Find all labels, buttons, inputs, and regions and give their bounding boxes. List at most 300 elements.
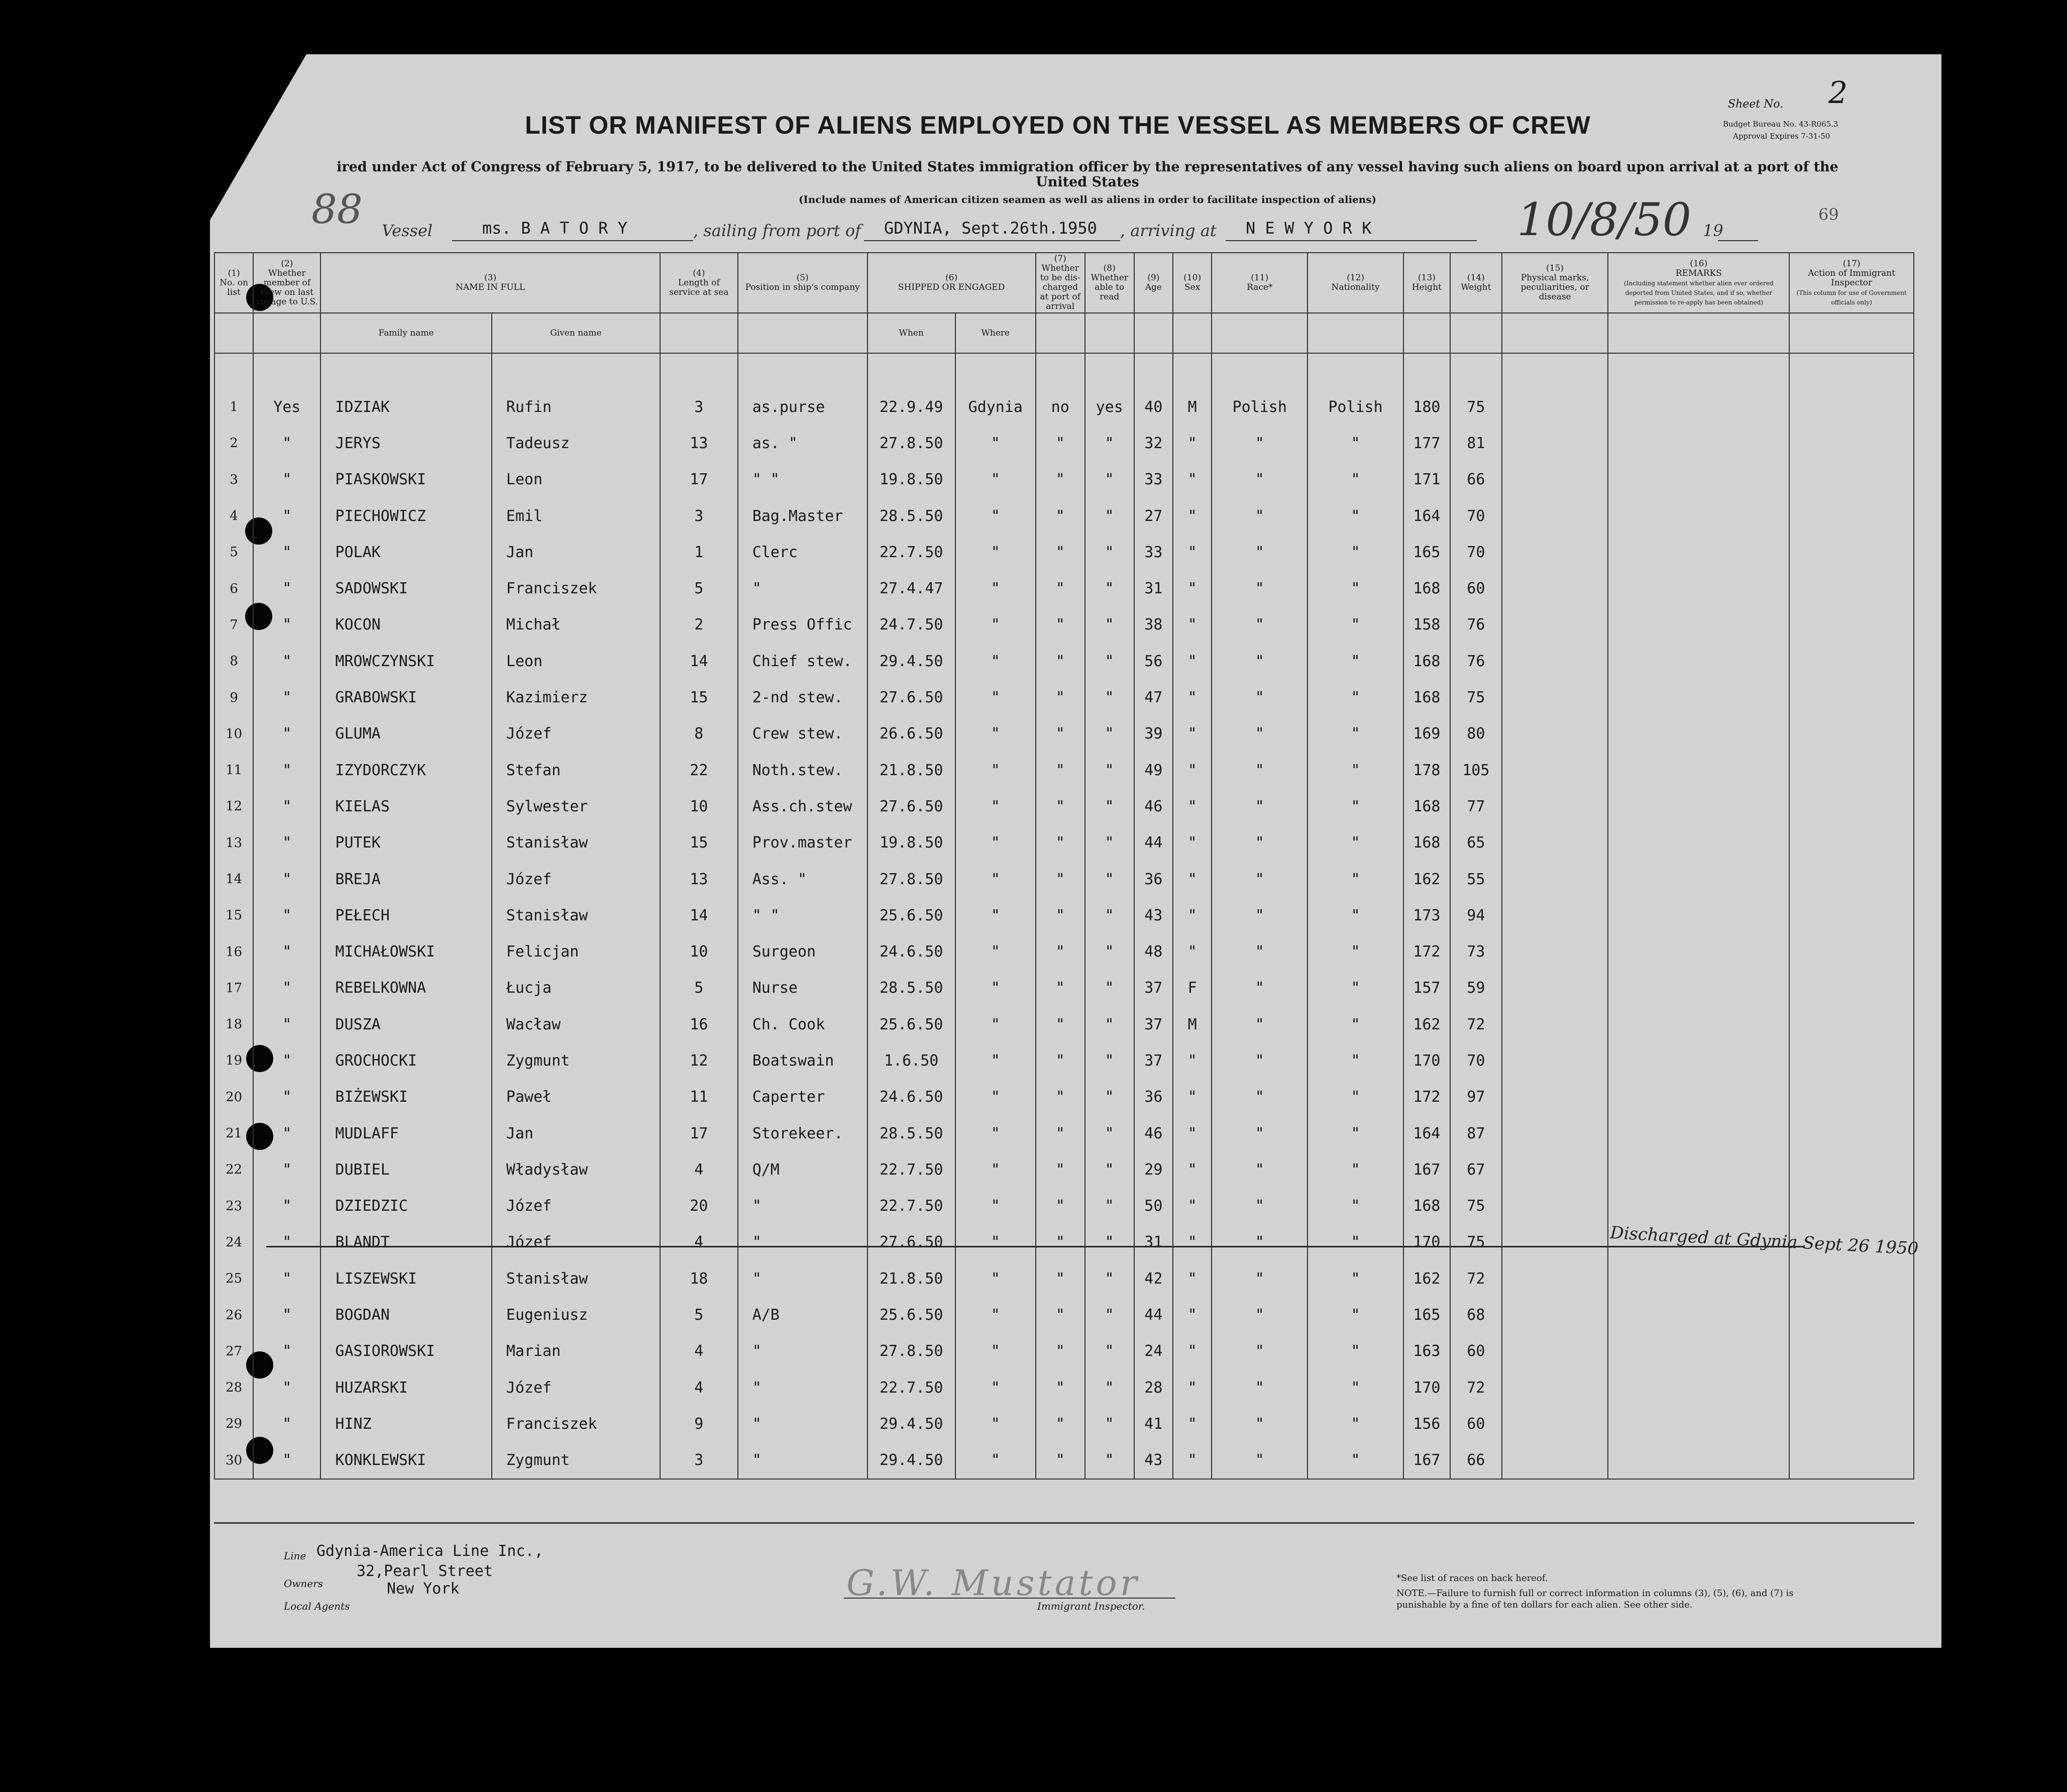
discharged-cell: " — [1036, 1151, 1085, 1188]
able-to-read-cell: " — [1085, 462, 1134, 498]
sex-cell: " — [1173, 1151, 1212, 1188]
nationality-cell: " — [1308, 1224, 1403, 1260]
physical-cell — [1502, 1369, 1608, 1406]
position-cell: " — [738, 1260, 867, 1297]
remarks-cell — [1608, 462, 1789, 498]
row-number-cell: 12 — [214, 788, 253, 824]
race-cell: " — [1212, 570, 1308, 606]
action-cell — [1789, 897, 1914, 933]
prev-voyage-cell: " — [253, 861, 320, 897]
race-cell: " — [1212, 1442, 1308, 1479]
physical-cell — [1502, 1151, 1608, 1188]
able-to-read-cell: " — [1085, 498, 1134, 534]
prev-voyage-cell: " — [253, 1151, 320, 1188]
able-to-read-cell: " — [1085, 1260, 1134, 1297]
col-shipped: (6) SHIPPED OR ENGAGED — [867, 253, 1036, 313]
height-cell: 168 — [1403, 570, 1450, 606]
shipped-when-cell: 19.8.50 — [867, 825, 955, 861]
nationality-cell: " — [1308, 970, 1403, 1006]
given-name-cell: Paweł — [492, 1079, 660, 1115]
physical-cell — [1502, 752, 1608, 788]
row-number-cell: 23 — [214, 1188, 253, 1224]
able-to-read-cell: " — [1085, 1333, 1134, 1369]
arriving-port: N E W Y O R K — [1246, 219, 1372, 238]
nationality-cell: " — [1308, 643, 1403, 679]
shipped-where-cell: " — [955, 1079, 1036, 1115]
family-name-cell: LISZEWSKI — [320, 1260, 491, 1297]
remarks-cell — [1608, 825, 1789, 861]
able-to-read-cell: " — [1085, 716, 1134, 752]
prev-voyage-cell: " — [253, 970, 320, 1006]
action-cell — [1789, 933, 1914, 970]
shipped-when-cell: 27.8.50 — [867, 861, 955, 897]
height-cell: 168 — [1403, 679, 1450, 715]
row-number-cell: 15 — [214, 897, 253, 933]
given-name-cell: Leon — [492, 462, 660, 498]
family-name-cell: MICHAŁOWSKI — [320, 933, 491, 970]
remarks-cell — [1608, 933, 1789, 970]
position-cell: " — [738, 1333, 867, 1369]
table-row — [214, 1042, 1914, 1079]
remarks-cell — [1608, 1042, 1789, 1079]
shipped-when-cell: 22.7.50 — [867, 1188, 955, 1224]
inspector-label: Immigrant Inspector. — [1037, 1600, 1145, 1612]
remarks-cell — [1608, 570, 1789, 606]
able-to-read-cell: yes — [1085, 389, 1134, 425]
arriving-label: , arriving at — [1120, 221, 1217, 240]
given-name-cell: Stanisław — [492, 825, 660, 861]
nationality-cell: " — [1308, 1006, 1403, 1042]
height-cell: 173 — [1403, 897, 1450, 933]
table-row — [214, 1188, 1914, 1224]
family-name-cell: IDZIAK — [320, 389, 491, 425]
age-cell: 28 — [1134, 1369, 1173, 1406]
shipped-when-cell: 22.7.50 — [867, 1369, 955, 1406]
remarks-cell — [1608, 607, 1789, 643]
service-length-cell: 10 — [660, 788, 738, 824]
weight-cell: 80 — [1450, 716, 1502, 752]
race-cell: " — [1212, 1260, 1308, 1297]
height-cell: 158 — [1403, 607, 1450, 643]
table-row — [214, 1297, 1914, 1333]
race-cell: " — [1212, 1188, 1308, 1224]
service-length-cell: 22 — [660, 752, 738, 788]
shipped-when-cell: 22.9.49 — [867, 389, 955, 425]
family-name-cell: BOGDAN — [320, 1297, 491, 1333]
action-cell — [1789, 679, 1914, 715]
row-number-cell: 27 — [214, 1333, 253, 1369]
remarks-cell — [1608, 498, 1789, 534]
able-to-read-cell: " — [1085, 1406, 1134, 1442]
height-cell: 165 — [1403, 1297, 1450, 1333]
table-row — [214, 897, 1914, 933]
able-to-read-cell: " — [1085, 752, 1134, 788]
family-name-cell: MUDLAFF — [320, 1115, 491, 1151]
family-name-cell: PIECHOWICZ — [320, 498, 491, 534]
position-cell: " — [738, 570, 867, 606]
sex-cell: " — [1173, 1442, 1212, 1479]
nationality-cell: " — [1308, 1442, 1403, 1479]
weight-cell: 97 — [1450, 1079, 1502, 1115]
age-cell: 36 — [1134, 1079, 1173, 1115]
height-cell: 172 — [1403, 933, 1450, 970]
table-row — [214, 970, 1914, 1006]
service-length-cell: 3 — [660, 1442, 738, 1479]
vessel-label: Vessel — [382, 221, 433, 240]
shipped-when-cell: 1.6.50 — [867, 1042, 955, 1079]
shipped-when-cell: 25.6.50 — [867, 897, 955, 933]
given-name-cell: Leon — [492, 643, 660, 679]
row-number-cell: 6 — [214, 570, 253, 606]
physical-cell — [1502, 498, 1608, 534]
service-length-cell: 2 — [660, 607, 738, 643]
height-cell: 180 — [1403, 389, 1450, 425]
weight-cell: 94 — [1450, 897, 1502, 933]
service-length-cell: 3 — [660, 498, 738, 534]
position-cell: Q/M — [738, 1151, 867, 1188]
shipped-when-cell: 28.5.50 — [867, 498, 955, 534]
table-row — [214, 498, 1914, 534]
position-cell: " — [738, 1224, 867, 1260]
physical-cell — [1502, 1260, 1608, 1297]
weight-cell: 73 — [1450, 933, 1502, 970]
height-cell: 170 — [1403, 1042, 1450, 1079]
row-number-cell: 19 — [214, 1042, 253, 1079]
able-to-read-cell: " — [1085, 1442, 1134, 1479]
action-cell — [1789, 1151, 1914, 1188]
action-cell — [1789, 498, 1914, 534]
race-cell: " — [1212, 1151, 1308, 1188]
given-name-cell: Wacław — [492, 1006, 660, 1042]
family-name-cell: PIASKOWSKI — [320, 462, 491, 498]
weight-cell: 75 — [1450, 1188, 1502, 1224]
row-number-cell: 3 — [214, 462, 253, 498]
age-cell: 44 — [1134, 1297, 1173, 1333]
inspector-signature: G.W. Mustator — [846, 1562, 1140, 1604]
race-cell: " — [1212, 1406, 1308, 1442]
family-name-cell: GASIOROWSKI — [320, 1333, 491, 1369]
position-cell: Ass.ch.stew — [738, 788, 867, 824]
remarks-cell — [1608, 716, 1789, 752]
row-number-cell: 22 — [214, 1151, 253, 1188]
approval-expires: Approval Expires 7-31-50 — [1733, 132, 1830, 141]
given-name-cell: Jan — [492, 1115, 660, 1151]
shipped-where-cell: " — [955, 1188, 1036, 1224]
position-cell: " — [738, 1442, 867, 1479]
family-name-cell: DZIEDZIC — [320, 1188, 491, 1224]
include-note: (Include names of American citizen seamen as well as aliens in order to facilitate inspection of aliens) — [798, 193, 1377, 205]
weight-cell: 68 — [1450, 1297, 1502, 1333]
service-length-cell: 15 — [660, 825, 738, 861]
prev-voyage-cell: " — [253, 534, 320, 570]
race-cell: " — [1212, 933, 1308, 970]
action-cell — [1789, 752, 1914, 788]
given-name-cell: Michał — [492, 607, 660, 643]
remark-row-24: Discharged at Gdynia Sept 26 1950 — [1609, 1222, 1919, 1259]
family-name-cell: BLANDT — [320, 1224, 491, 1260]
service-length-cell: 4 — [660, 1369, 738, 1406]
height-cell: 167 — [1403, 1151, 1450, 1188]
height-cell: 167 — [1403, 1442, 1450, 1479]
sex-cell: " — [1173, 1260, 1212, 1297]
table-row — [214, 1079, 1914, 1115]
physical-cell — [1502, 716, 1608, 752]
given-name-cell: Eugeniusz — [492, 1297, 660, 1333]
remarks-cell — [1608, 1006, 1789, 1042]
shipped-where-cell: " — [955, 1406, 1036, 1442]
race-note: *See list of races on back hereof. — [1396, 1573, 1548, 1584]
owners-label: Owners — [284, 1577, 323, 1590]
family-name-cell: PUTEK — [320, 825, 491, 861]
position-cell: as. " — [738, 425, 867, 461]
prev-voyage-cell: " — [253, 1260, 320, 1297]
weight-cell: 77 — [1450, 788, 1502, 824]
race-cell: " — [1212, 498, 1308, 534]
service-length-cell: 5 — [660, 570, 738, 606]
action-cell — [1789, 462, 1914, 498]
remarks-cell — [1608, 897, 1789, 933]
physical-cell — [1502, 607, 1608, 643]
shipped-where-cell: " — [955, 534, 1036, 570]
action-cell — [1789, 1188, 1914, 1224]
service-length-cell: 20 — [660, 1188, 738, 1224]
able-to-read-cell: " — [1085, 1224, 1134, 1260]
prev-voyage-cell: " — [253, 1079, 320, 1115]
nationality-cell: " — [1308, 534, 1403, 570]
action-cell — [1789, 1406, 1914, 1442]
family-name-cell: POLAK — [320, 534, 491, 570]
service-length-cell: 17 — [660, 462, 738, 498]
remarks-cell — [1608, 425, 1789, 461]
action-cell — [1789, 1260, 1914, 1297]
height-cell: 170 — [1403, 1224, 1450, 1260]
shipped-when-cell: 21.8.50 — [867, 1260, 955, 1297]
prev-voyage-cell: " — [253, 1188, 320, 1224]
service-length-cell: 5 — [660, 970, 738, 1006]
sex-cell: M — [1173, 389, 1212, 425]
table-row — [214, 1260, 1914, 1297]
family-name-cell: PEŁECH — [320, 897, 491, 933]
service-length-cell: 4 — [660, 1224, 738, 1260]
race-cell: " — [1212, 462, 1308, 498]
shipped-where-cell: " — [955, 861, 1036, 897]
service-length-cell: 14 — [660, 897, 738, 933]
sex-cell: M — [1173, 1006, 1212, 1042]
given-name-cell: Tadeusz — [492, 425, 660, 461]
sex-cell: " — [1173, 679, 1212, 715]
age-cell: 50 — [1134, 1188, 1173, 1224]
remarks-cell — [1608, 643, 1789, 679]
prev-voyage-cell: " — [253, 788, 320, 824]
position-cell: A/B — [738, 1297, 867, 1333]
age-cell: 31 — [1134, 570, 1173, 606]
discharged-cell: " — [1036, 861, 1085, 897]
position-cell: " " — [738, 897, 867, 933]
service-length-cell: 4 — [660, 1151, 738, 1188]
able-to-read-cell: " — [1085, 1006, 1134, 1042]
physical-cell — [1502, 643, 1608, 679]
action-cell — [1789, 1333, 1914, 1369]
table-row — [214, 1442, 1914, 1479]
row-number-cell: 1 — [214, 389, 253, 425]
age-cell: 44 — [1134, 825, 1173, 861]
given-name-cell: Sylwester — [492, 788, 660, 824]
family-name-cell: GRABOWSKI — [320, 679, 491, 715]
sex-cell: " — [1173, 933, 1212, 970]
able-to-read-cell: " — [1085, 1369, 1134, 1406]
action-cell — [1789, 1115, 1914, 1151]
action-cell — [1789, 607, 1914, 643]
family-name-cell: JERYS — [320, 425, 491, 461]
row-number-cell: 26 — [214, 1297, 253, 1333]
weight-cell: 81 — [1450, 425, 1502, 461]
action-cell — [1789, 389, 1914, 425]
position-cell: Clerc — [738, 534, 867, 570]
weight-cell: 76 — [1450, 607, 1502, 643]
row-number-cell: 13 — [214, 825, 253, 861]
given-name-cell: Rufin — [492, 389, 660, 425]
discharged-cell: " — [1036, 788, 1085, 824]
remarks-cell — [1608, 788, 1789, 824]
race-cell: " — [1212, 425, 1308, 461]
discharged-cell: " — [1036, 425, 1085, 461]
age-cell: 49 — [1134, 752, 1173, 788]
able-to-read-cell: " — [1085, 861, 1134, 897]
race-cell: " — [1212, 679, 1308, 715]
shipped-where-cell: " — [955, 643, 1036, 679]
able-to-read-cell: " — [1085, 1151, 1134, 1188]
given-name-cell: Stanisław — [492, 1260, 660, 1297]
height-cell: 156 — [1403, 1406, 1450, 1442]
shipped-when-cell: 19.8.50 — [867, 462, 955, 498]
col-remarks: (16) REMARKS (Including statement whether alien ever ordered deported from United States, and if so, whether permission to re-apply has been obtained) — [1608, 253, 1789, 313]
race-cell: " — [1212, 1224, 1308, 1260]
sex-cell: " — [1173, 1406, 1212, 1442]
position-cell: Ass. " — [738, 861, 867, 897]
col-age: (9) Age — [1134, 253, 1173, 313]
prev-voyage-cell: " — [253, 1442, 320, 1479]
nationality-cell: " — [1308, 1369, 1403, 1406]
given-name-cell: Franciszek — [492, 570, 660, 606]
family-name-cell: KOCON — [320, 607, 491, 643]
physical-cell — [1502, 825, 1608, 861]
remarks-cell — [1608, 1297, 1789, 1333]
nationality-cell: " — [1308, 498, 1403, 534]
shipped-where-cell: " — [955, 1006, 1036, 1042]
local-agents-label: Local Agents — [284, 1600, 350, 1612]
discharged-cell: " — [1036, 1442, 1085, 1479]
nationality-cell: " — [1308, 1406, 1403, 1442]
remarks-cell — [1608, 679, 1789, 715]
height-cell: 178 — [1403, 752, 1450, 788]
action-cell — [1789, 1042, 1914, 1079]
given-name-cell: Józef — [492, 1224, 660, 1260]
weight-cell: 70 — [1450, 534, 1502, 570]
action-cell — [1789, 716, 1914, 752]
remarks-cell — [1608, 1260, 1789, 1297]
able-to-read-cell: " — [1085, 534, 1134, 570]
nationality-cell: " — [1308, 1042, 1403, 1079]
height-cell: 172 — [1403, 1079, 1450, 1115]
service-length-cell: 3 — [660, 389, 738, 425]
shipped-when-cell: 22.7.50 — [867, 534, 955, 570]
given-name-cell: Józef — [492, 716, 660, 752]
act-text: ired under Act of Congress of February 5, 1917, to be delivered to the United States immigration officer by the representatives of any vessel having such aliens on board upon arrival at a port of the United States — [337, 159, 1838, 190]
shipped-where-cell: " — [955, 1442, 1036, 1479]
family-name-cell: BREJA — [320, 861, 491, 897]
strikethrough-row-24 — [266, 1246, 1803, 1247]
sex-cell: " — [1173, 1333, 1212, 1369]
shipped-where-cell: " — [955, 679, 1036, 715]
shipped-where-cell: " — [955, 462, 1036, 498]
prev-voyage-cell: " — [253, 1297, 320, 1333]
sheet-number: 2 — [1828, 75, 1848, 111]
physical-cell — [1502, 897, 1608, 933]
row-number-cell: 11 — [214, 752, 253, 788]
table-row — [214, 933, 1914, 970]
family-name-cell: REBELKOWNA — [320, 970, 491, 1006]
height-cell: 162 — [1403, 1006, 1450, 1042]
action-cell — [1789, 788, 1914, 824]
height-cell: 168 — [1403, 643, 1450, 679]
remarks-cell — [1608, 752, 1789, 788]
race-cell: " — [1212, 1369, 1308, 1406]
discharged-cell: " — [1036, 1006, 1085, 1042]
race-cell: " — [1212, 897, 1308, 933]
remarks-cell — [1608, 534, 1789, 570]
shipped-when-cell: 27.4.47 — [867, 570, 955, 606]
shipped-where-cell: " — [955, 570, 1036, 606]
table-row — [214, 607, 1914, 643]
row-number-cell: 7 — [214, 607, 253, 643]
age-cell: 43 — [1134, 1442, 1173, 1479]
able-to-read-cell: " — [1085, 897, 1134, 933]
able-to-read-cell: " — [1085, 1115, 1134, 1151]
shipped-where-cell: " — [955, 788, 1036, 824]
shipped-where-cell: " — [955, 752, 1036, 788]
discharged-cell: " — [1036, 1079, 1085, 1115]
race-cell: " — [1212, 825, 1308, 861]
prev-voyage-cell: Yes — [253, 389, 320, 425]
shipped-when-cell: 27.6.50 — [867, 788, 955, 824]
weight-cell: 75 — [1450, 389, 1502, 425]
col-sex: (10) Sex — [1173, 253, 1212, 313]
nationality-cell: " — [1308, 462, 1403, 498]
race-cell: " — [1212, 607, 1308, 643]
position-cell: Storekeer. — [738, 1115, 867, 1151]
sex-cell: " — [1173, 861, 1212, 897]
shipped-when-cell: 27.6.50 — [867, 679, 955, 715]
shipped-where-cell: " — [955, 716, 1036, 752]
row-number-cell: 16 — [214, 933, 253, 970]
given-name-cell: Marian — [492, 1333, 660, 1369]
physical-cell — [1502, 970, 1608, 1006]
col-discharged: (7) Whether to be dis-charged at port of arrival — [1036, 253, 1085, 313]
prev-voyage-cell: " — [253, 643, 320, 679]
age-cell: 29 — [1134, 1151, 1173, 1188]
age-cell: 24 — [1134, 1333, 1173, 1369]
prev-voyage-cell: " — [253, 679, 320, 715]
age-cell: 47 — [1134, 679, 1173, 715]
able-to-read-cell: " — [1085, 1079, 1134, 1115]
page-title: LIST OR MANIFEST OF ALIENS EMPLOYED ON THE VESSEL AS MEMBERS OF CREW — [525, 111, 1591, 139]
owners-city: New York — [387, 1580, 460, 1598]
height-cell: 165 — [1403, 534, 1450, 570]
position-cell: Surgeon — [738, 933, 867, 970]
race-cell: " — [1212, 534, 1308, 570]
weight-cell: 65 — [1450, 825, 1502, 861]
shipped-when-cell: 24.6.50 — [867, 933, 955, 970]
